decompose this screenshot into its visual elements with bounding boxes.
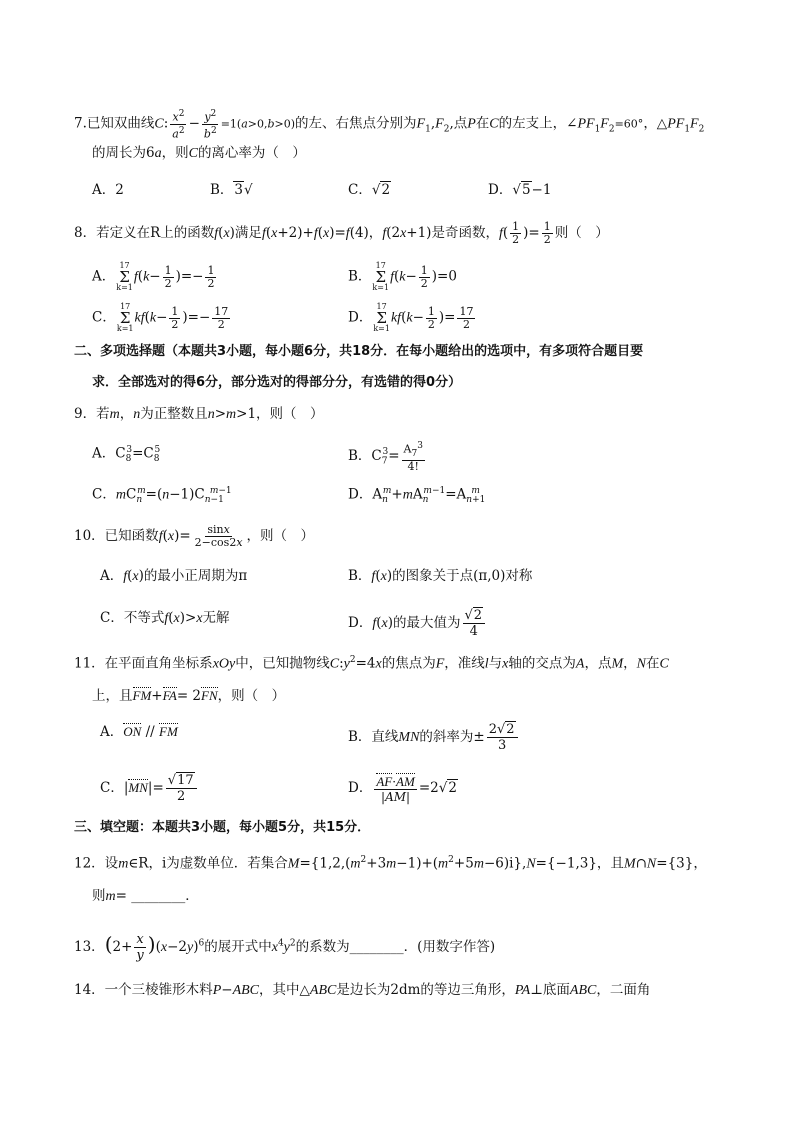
question-10-stem: 10．已知函数f(x)= $\frac{\sin x}{2-\cos 2x}$ ，则（ ） — [74, 523, 315, 549]
q9-option-b: B．$C_7^3=$ $\frac{A_7^3}{4!}$ — [348, 441, 423, 473]
question-12-stem-cont: 则m= ________． — [92, 888, 199, 904]
section-3-heading: 三、填空题：本题共3小题，每小题5分，共15分． — [74, 820, 371, 835]
q9-option-a: A．$C_8^3=C_8^5$ — [92, 445, 161, 465]
question-12-stem: 12．设m∈R，i为虚数单位．若集合$M=\{1,2,(m^2+3m-1)+(m^2+5m-6)i\},N=\{-1,3\}$，且M∩N={3}， — [74, 855, 707, 872]
q10-option-d: D．f(x)的最大值为 $\frac{√2}{4}$ — [348, 608, 487, 639]
question-7-stem: 7.已知双曲线C: $\frac{x^2}{a^2}$ − $\frac{y^2}{b^2}$ =1(a>0,b>0)的左、右焦点分别为$F_1,F_2$,点P在C的左支上，$\angle PF_1F_2=60^\circ$，$\triangle PF_1F_2$ — [74, 109, 705, 141]
q10-option-a: A．f(x)的最小正周期为π — [100, 568, 248, 584]
q7-option-b: B．3√ — [210, 182, 253, 198]
q10-option-b: B．f(x)的图象关于点(π,0)对称 — [348, 568, 533, 584]
q7-option-c: C．√2 — [348, 182, 391, 198]
q8-option-b: B． 17 Σ k=1 f(k− $\frac{1}{2}$ )=0 — [348, 261, 457, 292]
q8-option-c: C． 17 Σ k=1 kf(k− $\frac{1}{2}$ )=− $\frac{17}{2}$ — [92, 302, 229, 333]
q8-option-a: A． 17 Σ k=1 f(k− $\frac{1}{2}$ )=− $\frac{1}{2}$ — [92, 261, 215, 292]
question-7-stem-cont: 的周长为6a，则C的离心率为（ ） — [92, 145, 306, 161]
question-13-stem: 13．(2+ $\frac{x}{y}$ )$(x-2y)^6$的展开式中$x^4y^2$的系数为________．(用数字作答) — [74, 932, 496, 963]
question-11-stem: 11．在平面直角坐标系xOy中，已知抛物线$C:y^2=4x$的焦点为F，准线l与x轴的交点为A，点M，N在C — [74, 655, 669, 672]
q9-option-c: C．$mC_n^m=(n-1)C_{n-1}^{m-1}$ — [92, 486, 232, 506]
q10-option-c: C．不等式f(x)>x无解 — [100, 610, 230, 626]
q11-option-a: A．ON // FM — [100, 724, 178, 740]
q11-option-c: C．|MN|= $\frac{√17}{2}$ — [100, 773, 199, 804]
q7-option-a: A．2 — [92, 182, 124, 198]
question-9-stem: 9．若m，n为正整数且n>m>1，则（ ） — [74, 406, 324, 422]
section-2-heading: 二、多项选择题（本题共3小题，每小题6分，共18分．在每小题给出的选项中，有多项符合题目要 — [74, 344, 644, 359]
q7-option-d: D．√5−1 — [488, 182, 552, 198]
question-8-stem: 8．若定义在R上的函数f(x)满足f(x+2)+f(x)=f(4)，f(2x+1)是奇函数，f( $\frac{1}{2}$ )= $\frac{1}{2}$ 则（ ） — [74, 220, 609, 246]
question-11-stem-cont: 上，且FM+FA= 2FN，则（ ） — [92, 688, 286, 704]
q9-option-d: D．$A_n^m+mA_n^{m-1}=A_{n+1}^m$ — [348, 486, 486, 506]
q11-option-d: D． $\frac{AF\cdot AM}{|AM|}$ =2√2 — [348, 774, 457, 804]
q8-option-d: D． 17 Σ k=1 kf(k− $\frac{1}{2}$ )= $\frac{17}{2}$ — [348, 302, 474, 333]
question-14-stem: 14．一个三棱锥形木料P−ABC，其中△ABC是边长为2dm的等边三角形，PA⊥底面ABC，二面角 — [74, 982, 651, 998]
section-2-heading-cont: 求．全部选对的得6分，部分选对的得部分分，有选错的得0分） — [92, 375, 462, 390]
q11-option-b: B．直线MN的斜率为± $\frac{2√2}{3}$ — [348, 722, 520, 753]
